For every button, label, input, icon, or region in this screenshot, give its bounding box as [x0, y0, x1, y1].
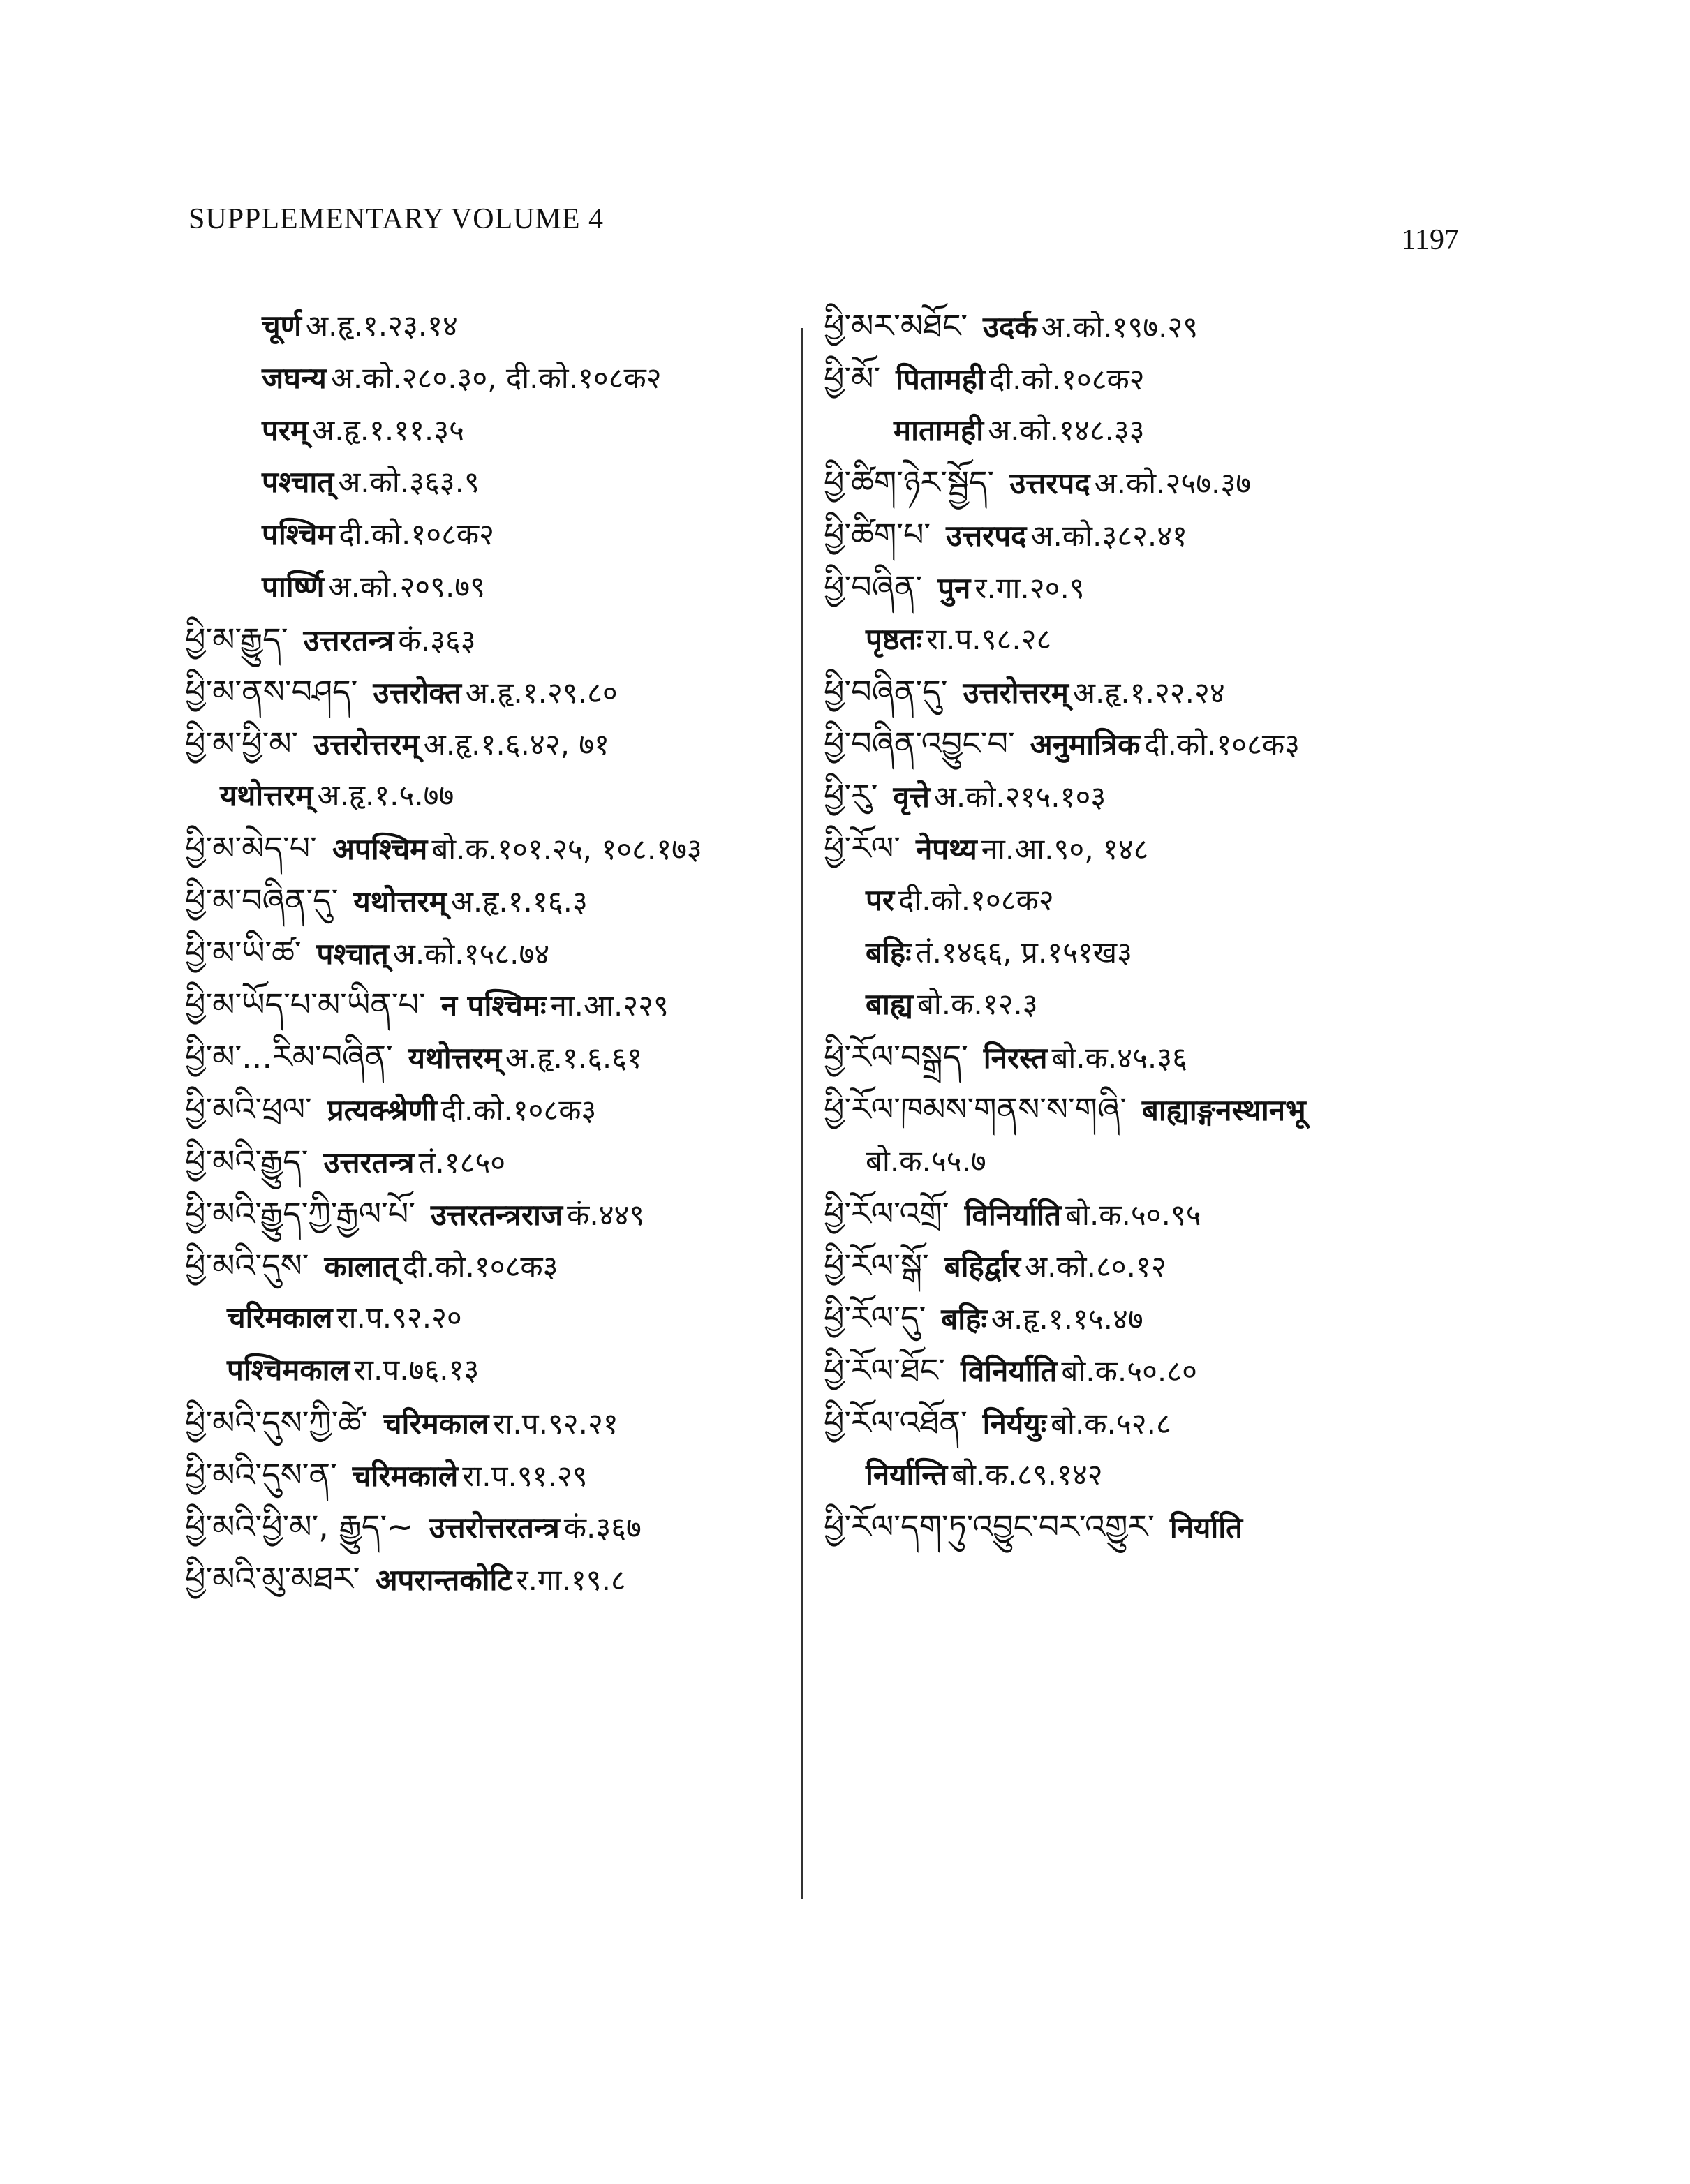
- sanskrit-term: अपरान्तकोटि: [375, 1563, 512, 1598]
- dictionary-entry: [824, 1240, 1452, 1292]
- tibetan-headword: ཕྱི་མ་...རིམ་བཞིན་: [185, 1038, 393, 1076]
- dictionary-entry: [824, 405, 1452, 457]
- dictionary-entry: [185, 405, 792, 457]
- dictionary-entry: [185, 770, 792, 822]
- source-reference: रा.प.९८.२८: [926, 621, 1052, 656]
- sanskrit-term: पार्ष्णि: [262, 569, 325, 604]
- sanskrit-term: पश्चिम: [262, 517, 335, 552]
- source-reference: दी.को.१०८क३: [402, 1249, 558, 1284]
- dictionary-entry: [185, 456, 792, 509]
- source-reference: अ.हृ.१.६.४२, ७१: [423, 727, 609, 762]
- source-reference: ना.आ.२२९: [550, 988, 669, 1023]
- sanskrit-term: यथोत्तरम्: [408, 1041, 502, 1076]
- tibetan-headword: ཕྱི་མ་ནས་བཤད་: [185, 672, 358, 711]
- dictionary-entry: [824, 666, 1452, 718]
- tibetan-headword: ཕྱི་རོལ་ཁམས་གནས་ས་གཞི་: [824, 1090, 1127, 1128]
- source-reference: तं.१८५०: [418, 1145, 506, 1180]
- sanskrit-term: निरस्त: [983, 1041, 1048, 1076]
- left-column: [185, 300, 792, 1605]
- sanskrit-term: उत्तरपद: [1009, 466, 1090, 501]
- tibetan-headword: ཕྱི་རོལ་འཐོན་: [824, 1403, 968, 1441]
- sanskrit-term: पश्चात्: [262, 465, 334, 500]
- tibetan-headword: ཕྱི་མའི་དུས་: [185, 1247, 309, 1285]
- dictionary-entry: [185, 1292, 792, 1344]
- sanskrit-term: पश्चिमकाल: [227, 1352, 350, 1387]
- sanskrit-term: चूर्ण: [262, 309, 302, 343]
- sanskrit-term: पृष्ठतः: [866, 621, 923, 656]
- source-reference: दी.को.१०८क२: [898, 882, 1054, 917]
- dictionary-entry: [824, 822, 1452, 875]
- dictionary-entry: [185, 1501, 792, 1553]
- sanskrit-term: प्रत्यक्श्रेणी: [327, 1092, 437, 1127]
- sanskrit-term: उत्तरोत्तरम्: [963, 675, 1069, 710]
- dictionary-entry: [185, 561, 792, 614]
- tibetan-headword: ཕྱི་མའི་རྒྱུད་ཀྱི་རྒྱལ་པོ་: [185, 1194, 415, 1233]
- sanskrit-term: परम्: [262, 413, 309, 447]
- dictionary-entry: [824, 1449, 1452, 1501]
- dictionary-entry: [824, 1292, 1452, 1344]
- sanskrit-term: निर्ययुः: [982, 1406, 1047, 1441]
- source-reference: बो.क.५२.८: [1051, 1406, 1171, 1441]
- tibetan-headword: ཕྱི་ཚིག་ཉེར་སྦྱོད་: [824, 463, 995, 502]
- source-reference: अ.हृ.१.१६.३: [450, 884, 588, 919]
- dictionary-entry: [185, 1449, 792, 1501]
- sanskrit-term: पितामही: [896, 362, 985, 396]
- source-reference: दी.को.१०८क३: [440, 1092, 597, 1127]
- source-reference: रा.प.९२.२१: [493, 1406, 618, 1441]
- dictionary-entry: [824, 1397, 1452, 1449]
- dictionary-entry: [185, 979, 792, 1031]
- source-reference: र.गा.२०.९: [974, 570, 1085, 605]
- tibetan-headword: ཕྱི་མའི་དུས་ན་: [185, 1455, 337, 1494]
- dictionary-entry: [824, 770, 1452, 822]
- dictionary-entry: [824, 614, 1452, 666]
- dictionary-entry: [824, 875, 1452, 927]
- source-reference: अ.हृ.१.६.६१: [505, 1041, 642, 1076]
- sanskrit-term: बाह्याङ्गनस्थानभू: [1141, 1092, 1306, 1127]
- sanskrit-term: उत्तरतन्त्र: [323, 1145, 415, 1180]
- dictionary-entry: [824, 561, 1452, 614]
- dictionary-entry: [824, 979, 1452, 1031]
- tibetan-headword: ཕྱི་རོལ་ཐོང་: [824, 1351, 945, 1389]
- source-reference: ना.आ.९०, १४८: [981, 831, 1149, 866]
- tibetan-headword: ཕྱི་རུ་: [824, 777, 878, 815]
- source-reference: अ.हृ.१.२२.२४: [1072, 675, 1225, 710]
- tibetan-headword: ཕྱི་རོལ་: [824, 829, 900, 867]
- dictionary-entry: [824, 509, 1452, 561]
- dictionary-entry: [824, 1501, 1452, 1553]
- page-header: [188, 202, 1459, 258]
- source-reference: तं.१४६६, प्र.१५१ख३: [915, 935, 1132, 970]
- tibetan-headword: ཕྱི་མའི་ཕྲལ་: [185, 1090, 312, 1128]
- sanskrit-term: चरिमकाल: [227, 1300, 333, 1335]
- sanskrit-term: निर्यान्ति: [866, 1457, 948, 1492]
- sanskrit-term: बहिः: [866, 935, 912, 970]
- dictionary-entry: [824, 1188, 1452, 1240]
- source-reference: अ.को.२५७.३७: [1094, 466, 1252, 501]
- tibetan-headword: ཕྱི་བཞིན་: [824, 567, 923, 606]
- source-reference: कं.४४९: [567, 1197, 645, 1232]
- sanskrit-term: बहिर्द्वार: [944, 1249, 1021, 1284]
- sanskrit-term: मातामही: [894, 413, 984, 447]
- dictionary-entry: [185, 1397, 792, 1449]
- dictionary-entry: [824, 352, 1452, 405]
- sanskrit-term: विनिर्याति: [964, 1197, 1062, 1232]
- dictionary-entry: [185, 352, 792, 405]
- source-reference: अ.को.१९७.२९: [1041, 310, 1199, 344]
- right-column: [824, 300, 1452, 1553]
- source-reference: अ.को.३६३.९: [338, 465, 480, 500]
- source-reference: दी.को.१०८क२: [988, 362, 1145, 396]
- source-reference: बो.क.५०.९५: [1065, 1197, 1201, 1232]
- sanskrit-term: पुन: [937, 570, 971, 605]
- source-reference: बो.क.५०.८०: [1061, 1353, 1197, 1388]
- tibetan-headword: ཕྱི་བཞིན་འབྱུང་བ་: [824, 725, 1015, 763]
- source-reference: अ.को.३८२.४१: [1030, 519, 1187, 554]
- tibetan-headword: ཕྱི་ཚིག་པ་: [824, 516, 931, 554]
- sanskrit-term: उत्तरोक्त: [373, 675, 461, 710]
- source-reference: र.गा.१९.८: [516, 1563, 626, 1598]
- dictionary-entry: [185, 875, 792, 927]
- dictionary-entry: [824, 300, 1452, 352]
- source-reference: अ.को.२८०.३०, दी.को.१०८क२: [330, 360, 662, 395]
- sanskrit-term: उत्तरोत्तरतन्त्र: [429, 1510, 560, 1545]
- sanskrit-term: कालात्: [324, 1249, 399, 1284]
- source-reference: अ.को.१५८.७४: [392, 936, 550, 971]
- sanskrit-term: बहिः: [941, 1302, 987, 1337]
- tibetan-headword: ཕྱི་མ་ཡོད་པ་མ་ཡིན་པ་: [185, 986, 426, 1024]
- column-divider: [801, 328, 803, 1899]
- dictionary-entry: [824, 1136, 1452, 1188]
- dictionary-entry: [824, 1031, 1452, 1083]
- tibetan-headword: ཕྱི་རོལ་འགྲོ་: [824, 1194, 949, 1233]
- sanskrit-term: उत्तरोत्तरम्: [313, 727, 420, 762]
- source-reference: अ.हृ.१.५.७७: [317, 778, 454, 813]
- source-reference: अ.को.२०९.७९: [328, 569, 485, 604]
- dictionary-entry: [185, 822, 792, 875]
- source-reference: रा.प.९२.२०: [336, 1300, 462, 1335]
- sanskrit-term: न पश्चिमः: [440, 988, 547, 1023]
- tibetan-headword: ཕྱི་བཞིན་དུ་: [824, 672, 948, 711]
- tibetan-headword: ཕྱི་མའི་ཕྱི་མ་, རྒྱུད་~: [185, 1508, 414, 1546]
- sanskrit-term: बाह्य: [866, 987, 913, 1022]
- source-reference: दी.को.१०८क३: [1144, 727, 1300, 762]
- source-reference: दी.को.१०८क२: [339, 517, 495, 552]
- tibetan-headword: ཕྱི་མར་མཐོང་: [824, 307, 968, 345]
- source-reference: कं.३६७: [563, 1510, 642, 1545]
- sanskrit-term: विनिर्याति: [960, 1353, 1058, 1388]
- dictionary-entry: [185, 927, 792, 979]
- tibetan-headword: ཕྱི་མའི་དུས་ཀྱི་ཚེ་: [185, 1403, 368, 1441]
- sanskrit-term: पश्चात्: [316, 936, 389, 971]
- dictionary-entry: [824, 1344, 1452, 1397]
- source-reference: बो.क.४५.३६: [1051, 1041, 1187, 1076]
- tibetan-headword: ཕྱི་མ་ཕྱི་མ་: [185, 725, 299, 763]
- dictionary-entry: [185, 666, 792, 718]
- dictionary-entry: [185, 300, 792, 352]
- tibetan-headword: ཕྱི་རོལ་སྒོ་: [824, 1247, 929, 1285]
- tibetan-headword: ཕྱི་མ་མེད་པ་: [185, 829, 317, 867]
- sanskrit-term: पर: [866, 882, 895, 917]
- source-reference: रा.प.९१.२९: [462, 1458, 588, 1493]
- tibetan-headword: ཕྱི་མ་བཞིན་དུ་: [185, 881, 339, 919]
- sanskrit-term: उत्तरतन्त्रराज: [430, 1197, 563, 1232]
- sanskrit-term: चरिमकाले: [352, 1458, 459, 1493]
- dictionary-entry: [824, 718, 1452, 770]
- dictionary-entry: [185, 1083, 792, 1136]
- dictionary-entry: [185, 1344, 792, 1397]
- sanskrit-term: निर्याति: [1169, 1510, 1243, 1545]
- source-reference: अ.हृ.१.२३.१४: [306, 309, 458, 343]
- sanskrit-term: उदर्क: [983, 310, 1037, 344]
- dictionary-entry: [185, 1031, 792, 1083]
- tibetan-headword: ཕྱི་རོལ་བསྒྲད་: [824, 1038, 968, 1076]
- dictionary-entry: [824, 927, 1452, 979]
- dictionary-entry: [824, 456, 1452, 509]
- dictionary-entry: [185, 1240, 792, 1292]
- sanskrit-term: वृत्ते: [893, 780, 930, 815]
- source-reference: अ.को.१४८.३३: [988, 413, 1145, 447]
- dictionary-entry: [185, 1188, 792, 1240]
- tibetan-headword: ཕྱི་རོལ་དག་ཏུ་འབྱུང་བར་འགྱུར་: [824, 1508, 1155, 1546]
- tibetan-headword: ཕྱི་མ་རྒྱུད་: [185, 620, 288, 658]
- sanskrit-term: अपश्चिम: [332, 831, 428, 866]
- sanskrit-term: नेपथ्य: [915, 831, 977, 866]
- running-head: SUPPLEMENTARY VOLUME 4: [188, 203, 605, 235]
- tibetan-headword: ཕྱི་མའི་མུ་མཐར་: [185, 1560, 360, 1598]
- tibetan-headword: ཕྱི་མའི་རྒྱུད་: [185, 1142, 309, 1180]
- tibetan-headword: ཕྱི་མ་ཡི་ཚ་: [185, 933, 302, 972]
- page-number: 1197: [1401, 224, 1459, 256]
- source-reference: बो.क.१०१.२५, १०८.१७३: [431, 831, 702, 866]
- sanskrit-term: उत्तरतन्त्र: [303, 623, 394, 658]
- source-reference: रा.प.७६.१३: [353, 1352, 480, 1387]
- dictionary-entry: [185, 614, 792, 666]
- dictionary-entry: [185, 1136, 792, 1188]
- dictionary-entry: [824, 1083, 1452, 1136]
- source-reference: बो.क.१२.३: [917, 987, 1038, 1022]
- source-reference: बो.क.८९.१४२: [951, 1457, 1103, 1492]
- sanskrit-term: चरिमकाल: [383, 1406, 489, 1441]
- source-reference: अ.हृ.१.२९.८०: [465, 675, 618, 710]
- source-reference: अ.को.२१५.१०३: [933, 780, 1106, 815]
- source-reference: बो.क.५५.७: [866, 1143, 986, 1178]
- dictionary-entry: [185, 509, 792, 561]
- sanskrit-term: उत्तरपद: [946, 519, 1027, 554]
- tibetan-headword: ཕྱི་རོལ་དུ་: [824, 1299, 926, 1337]
- sanskrit-term: अनुमात्रिक: [1030, 727, 1141, 762]
- sanskrit-term: जघन्य: [262, 360, 327, 395]
- dictionary-entry: [185, 1553, 792, 1605]
- tibetan-headword: ཕྱི་མོ་: [824, 359, 881, 397]
- source-reference: कं.३६३: [398, 623, 476, 658]
- source-reference: अ.हृ.१.१५.४७: [991, 1302, 1143, 1337]
- sanskrit-term: यथोत्तरम्: [220, 778, 313, 813]
- source-reference: अ.को.८०.१२: [1025, 1249, 1166, 1284]
- dictionary-entry: [185, 718, 792, 770]
- source-reference: अ.हृ.१.११.३५: [312, 413, 464, 447]
- sanskrit-term: यथोत्तरम्: [353, 884, 447, 919]
